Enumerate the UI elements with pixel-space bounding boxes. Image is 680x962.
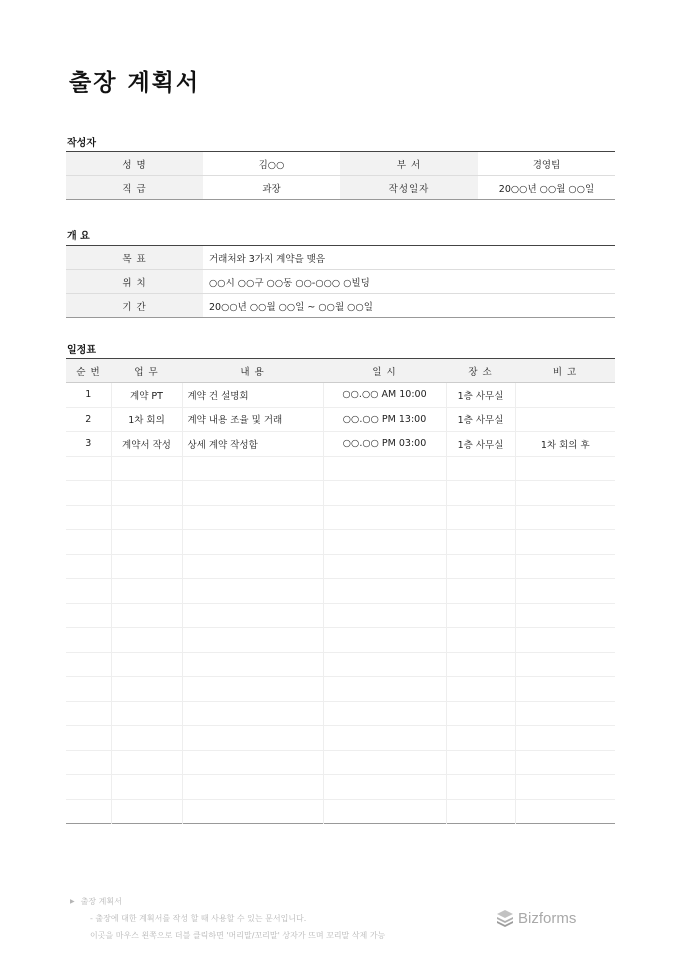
schedule-cell bbox=[111, 750, 182, 775]
schedule-cell: 상세 계약 작성함 bbox=[182, 432, 323, 457]
author-label: 직 급 bbox=[66, 176, 203, 200]
schedule-cell bbox=[182, 505, 323, 530]
schedule-cell bbox=[446, 554, 515, 579]
schedule-cell bbox=[182, 775, 323, 800]
author-row bbox=[66, 152, 615, 176]
schedule-cell bbox=[323, 726, 446, 751]
schedule-cell bbox=[515, 628, 615, 653]
schedule-row bbox=[66, 799, 615, 824]
schedule-cell bbox=[66, 505, 111, 530]
schedule-cell bbox=[66, 530, 111, 555]
schedule-cell: 1 bbox=[66, 383, 111, 408]
schedule-cell bbox=[66, 677, 111, 702]
schedule-cell bbox=[446, 579, 515, 604]
schedule-cell bbox=[66, 799, 111, 824]
footer bbox=[70, 893, 385, 944]
schedule-cell bbox=[446, 701, 515, 726]
schedule-cell bbox=[66, 554, 111, 579]
schedule-cell bbox=[515, 579, 615, 604]
schedule-cell: 계약서 작성 bbox=[111, 432, 182, 457]
schedule-cell bbox=[66, 603, 111, 628]
schedule-row bbox=[66, 775, 615, 800]
overview-value: 20○○년 ○○월 ○○일 ~ ○○월 ○○일 bbox=[203, 294, 615, 318]
schedule-cell bbox=[66, 481, 111, 506]
schedule-cell: 1차 회의 후 bbox=[515, 432, 615, 457]
schedule-cell bbox=[446, 456, 515, 481]
schedule-cell: 계약 PT bbox=[111, 383, 182, 408]
schedule-column-header: 내 용 bbox=[182, 359, 323, 383]
schedule-cell bbox=[182, 579, 323, 604]
schedule-cell bbox=[515, 530, 615, 555]
schedule-cell bbox=[182, 603, 323, 628]
schedule-cell bbox=[446, 652, 515, 677]
schedule-header-row bbox=[66, 359, 615, 383]
schedule-row bbox=[66, 726, 615, 751]
schedule-cell bbox=[111, 456, 182, 481]
logo-text: Bizforms bbox=[518, 909, 577, 927]
schedule-cell bbox=[111, 628, 182, 653]
schedule-cell bbox=[66, 652, 111, 677]
schedule-cell bbox=[111, 579, 182, 604]
schedule-column-header: 장 소 bbox=[446, 359, 515, 383]
schedule-cell bbox=[182, 628, 323, 653]
author-row bbox=[66, 176, 615, 200]
schedule-cell bbox=[66, 726, 111, 751]
schedule-cell bbox=[323, 628, 446, 653]
schedule-cell: 1차 회의 bbox=[111, 407, 182, 432]
schedule-cell bbox=[182, 530, 323, 555]
schedule-cell bbox=[111, 530, 182, 555]
overview-section-label: 개 요 bbox=[67, 231, 90, 242]
schedule-row bbox=[66, 456, 615, 481]
schedule-cell bbox=[111, 726, 182, 751]
schedule-cell bbox=[182, 726, 323, 751]
schedule-cell bbox=[66, 456, 111, 481]
schedule-cell bbox=[515, 407, 615, 432]
schedule-column-header: 일 시 bbox=[323, 359, 446, 383]
footer-description: - 출장에 대한 계획서를 작성 할 때 사용할 수 있는 문서입니다. bbox=[90, 914, 307, 923]
document-title: 출장 계획서 bbox=[69, 70, 201, 96]
schedule-row bbox=[66, 383, 615, 408]
schedule-cell bbox=[446, 677, 515, 702]
schedule-cell bbox=[182, 677, 323, 702]
schedule-cell: ○○.○○ PM 13:00 bbox=[323, 407, 446, 432]
schedule-cell: 1층 사무실 bbox=[446, 383, 515, 408]
schedule-cell bbox=[323, 579, 446, 604]
schedule-cell bbox=[323, 775, 446, 800]
overview-row bbox=[66, 270, 615, 294]
schedule-cell bbox=[515, 750, 615, 775]
schedule-cell bbox=[182, 799, 323, 824]
schedule-section-label: 일정표 bbox=[67, 345, 96, 356]
overview-row bbox=[66, 294, 615, 318]
schedule-cell bbox=[323, 530, 446, 555]
schedule-cell bbox=[111, 652, 182, 677]
schedule-column-header: 업 무 bbox=[111, 359, 182, 383]
author-label: 작성일자 bbox=[340, 176, 478, 200]
schedule-cell bbox=[515, 652, 615, 677]
overview-table bbox=[66, 245, 615, 318]
schedule-cell bbox=[66, 579, 111, 604]
author-label: 부 서 bbox=[340, 152, 478, 176]
schedule-cell bbox=[111, 505, 182, 530]
author-value: 과장 bbox=[203, 176, 340, 200]
schedule-cell bbox=[515, 677, 615, 702]
schedule-row bbox=[66, 505, 615, 530]
schedule-cell: 2 bbox=[66, 407, 111, 432]
schedule-cell bbox=[515, 481, 615, 506]
schedule-row bbox=[66, 677, 615, 702]
schedule-cell bbox=[446, 750, 515, 775]
schedule-cell: 계약 건 설명회 bbox=[182, 383, 323, 408]
schedule-cell bbox=[515, 554, 615, 579]
schedule-column-header: 비 고 bbox=[515, 359, 615, 383]
schedule-cell bbox=[111, 481, 182, 506]
schedule-cell bbox=[515, 456, 615, 481]
author-label: 성 명 bbox=[66, 152, 203, 176]
bizforms-logo bbox=[496, 909, 576, 927]
schedule-row bbox=[66, 432, 615, 457]
schedule-cell: 1층 사무실 bbox=[446, 407, 515, 432]
schedule-cell bbox=[111, 677, 182, 702]
schedule-cell bbox=[66, 701, 111, 726]
schedule-cell bbox=[515, 799, 615, 824]
schedule-cell bbox=[446, 775, 515, 800]
bizforms-logo-icon bbox=[496, 909, 514, 927]
schedule-cell bbox=[323, 505, 446, 530]
schedule-cell bbox=[323, 652, 446, 677]
schedule-cell bbox=[446, 628, 515, 653]
author-table bbox=[66, 151, 615, 200]
footer-title: 출장 계획서 bbox=[80, 897, 122, 906]
schedule-row bbox=[66, 603, 615, 628]
schedule-cell: ○○.○○ PM 03:00 bbox=[323, 432, 446, 457]
schedule-cell bbox=[323, 456, 446, 481]
schedule-row bbox=[66, 554, 615, 579]
footer-note: 이곳을 마우스 왼쪽으로 더블 클릭하면 '머리말/꼬리말' 상자가 뜨며 꼬리말 삭제 가능 bbox=[90, 931, 386, 940]
author-value: 20○○년 ○○월 ○○일 bbox=[478, 176, 615, 200]
schedule-cell bbox=[66, 750, 111, 775]
triangle-bullet-icon: ▶ bbox=[70, 898, 75, 905]
schedule-cell bbox=[515, 383, 615, 408]
schedule-cell bbox=[515, 726, 615, 751]
schedule-row bbox=[66, 701, 615, 726]
schedule-cell bbox=[111, 799, 182, 824]
author-section-label: 작성자 bbox=[67, 138, 96, 149]
schedule-cell: ○○.○○ AM 10:00 bbox=[323, 383, 446, 408]
schedule-cell bbox=[182, 554, 323, 579]
schedule-cell bbox=[446, 726, 515, 751]
overview-label: 목 표 bbox=[66, 246, 203, 270]
schedule-cell bbox=[111, 603, 182, 628]
schedule-row bbox=[66, 481, 615, 506]
schedule-cell bbox=[182, 701, 323, 726]
schedule-cell bbox=[446, 481, 515, 506]
schedule-table bbox=[66, 358, 615, 824]
author-value: 경영팀 bbox=[532, 159, 561, 171]
schedule-row bbox=[66, 750, 615, 775]
schedule-cell bbox=[323, 750, 446, 775]
schedule-cell: 1층 사무실 bbox=[446, 432, 515, 457]
schedule-cell bbox=[323, 481, 446, 506]
schedule-cell bbox=[446, 603, 515, 628]
schedule-cell bbox=[515, 505, 615, 530]
schedule-row bbox=[66, 579, 615, 604]
schedule-cell bbox=[111, 554, 182, 579]
schedule-cell bbox=[111, 701, 182, 726]
schedule-cell bbox=[323, 603, 446, 628]
overview-value: ○○시 ○○구 ○○동 ○○-○○○ ○빌딩 bbox=[203, 270, 615, 294]
schedule-cell: 3 bbox=[66, 432, 111, 457]
schedule-row bbox=[66, 628, 615, 653]
overview-value: 거래처와 3가지 계약을 맺음 bbox=[209, 253, 326, 265]
schedule-cell bbox=[515, 701, 615, 726]
overview-row bbox=[66, 246, 615, 270]
schedule-cell bbox=[446, 799, 515, 824]
schedule-cell bbox=[66, 775, 111, 800]
schedule-row bbox=[66, 530, 615, 555]
schedule-cell bbox=[323, 677, 446, 702]
author-value: 김○○ bbox=[258, 159, 285, 171]
schedule-cell bbox=[515, 775, 615, 800]
schedule-cell bbox=[182, 481, 323, 506]
schedule-row bbox=[66, 652, 615, 677]
schedule-cell bbox=[182, 652, 323, 677]
overview-label: 위 치 bbox=[66, 270, 203, 294]
schedule-cell bbox=[323, 701, 446, 726]
schedule-cell bbox=[446, 530, 515, 555]
schedule-cell bbox=[182, 750, 323, 775]
schedule-row bbox=[66, 407, 615, 432]
schedule-cell bbox=[515, 603, 615, 628]
schedule-cell bbox=[66, 628, 111, 653]
schedule-cell bbox=[111, 775, 182, 800]
schedule-cell bbox=[323, 554, 446, 579]
schedule-cell bbox=[323, 799, 446, 824]
schedule-cell bbox=[182, 456, 323, 481]
overview-label: 기 간 bbox=[66, 294, 203, 318]
schedule-cell: 계약 내용 조율 및 거래 bbox=[182, 407, 323, 432]
schedule-cell bbox=[446, 505, 515, 530]
schedule-column-header: 순 번 bbox=[66, 359, 111, 383]
